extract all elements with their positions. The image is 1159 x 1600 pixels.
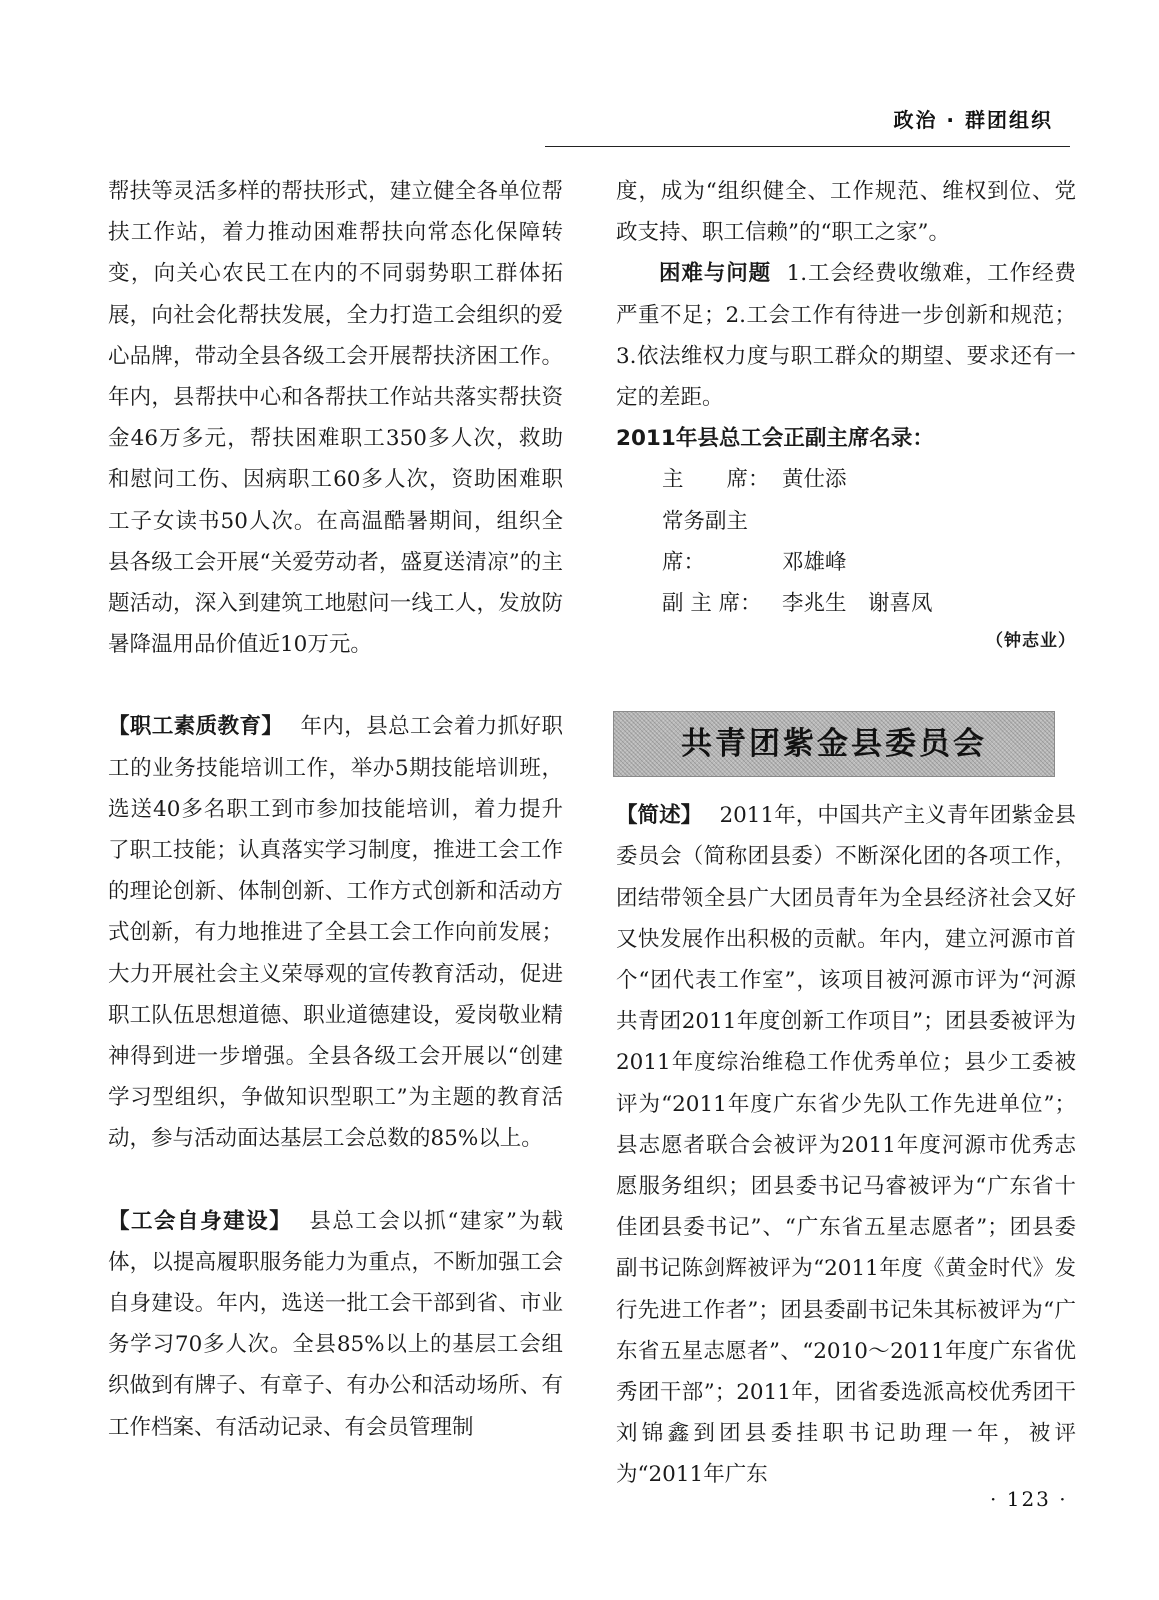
league-summary-text: 2011年，中国共产主义青年团紫金县委员会（简称团县委）不断深化团的各项工作，团结带领全县广大团员青年为全县经济社会又好又快发展作出积极的贡献。年内，建立河源市首个“团代表工作室”，该项目被河源市评为“河源共青团2011年度创新工作项目”；团县委被评为2011年度综治维稳工作优秀单位；县少工委被评为“2011年度广东省少先队工作先进单位”；县志愿者联合会被评为2011年度河源市优秀志愿服务组织；团县委书记马睿被评为“广东省十佳团县委书记”、“广东省五星志愿者”；团县委副书记陈剑辉被评为“2011年度《黄金时代》发行先进工作者”；团县委副书记朱其标被评为“广东省五星志愿者”、“2010～2011年度广东省优秀团干部”；2011年，团省委选派高校优秀团干刘锦鑫到团县委挂职书记助理一年，被评为“2011年广东 — [616, 803, 1076, 1488]
problems-text: 1.工会经费收缴难，工作经费严重不足；2.工会工作有待进一步创新和规范；3.依法维权力度与职工群众的期望、要求还有一定的差距。 — [616, 261, 1077, 411]
paragraph-union-self-building — [108, 1201, 563, 1448]
left-column — [108, 171, 563, 1448]
paragraph-problems — [616, 253, 1076, 418]
section-heading-summary: 【简述】 — [616, 803, 703, 829]
section-heading-worker-education: 【职工素质教育】 — [108, 714, 284, 740]
right-column — [616, 171, 1076, 1496]
officer-names: 李兆生 谢喜凤 — [782, 591, 933, 617]
officer-role: 主 席： — [662, 467, 770, 493]
officer-row — [616, 583, 1076, 624]
officer-row — [616, 459, 1076, 500]
problems-heading: 困难与问题 — [659, 261, 772, 287]
running-head: 政治 · 群团组织 — [893, 108, 1053, 132]
union-self-building-text: 县总工会以抓“建家”为载体，以提高履职服务能力为重点，不断加强工会自身建设。年内，选送一批工会干部到省、市业务学习70多人次。全县85%以上的基层工会组织做到有牌子、有章子、有办公和活动场所、有工作档案、有活动记录、有会员管理制 — [108, 1208, 563, 1440]
section-banner-title: 共青团紫金县委员会 — [681, 725, 987, 762]
officer-role: 常务副主席： — [662, 508, 749, 575]
page-number: · 123 · — [990, 1487, 1068, 1511]
paragraph-assistance: 帮扶等灵活多样的帮扶形式，建立健全各单位帮扶工作站，着力推动困难帮扶向常态化保障转变，向关心农民工在内的不同弱势职工群体拓展，向社会化帮扶发展，全力打造工会组织的爱心品牌，带动全县各级工会开展帮扶济困工作。年内，县帮扶中心和各帮扶工作站共落实帮扶资金46万多元，帮扶困难职工350多人次，救助和慰问工伤、因病职工60多人次，资助困难职工子女读书50人次。在高温酷暑期间，组织全县各级工会开展“关爱劳动者，盛夏送清凉”的主题活动，深入到建筑工地慰问一线工人，发放防暑降温用品价值近10万元。 — [108, 179, 563, 658]
officer-names: 黄仕添 — [782, 467, 847, 493]
paragraph-league-summary — [616, 795, 1076, 1495]
paragraph-worker-education — [108, 706, 563, 1159]
section-banner — [613, 711, 1055, 777]
section-heading-union-self-building: 【工会自身建设】 — [108, 1208, 293, 1234]
header-rule — [545, 146, 1070, 147]
author-signature: （钟志业） — [986, 631, 1076, 652]
officer-names: 邓雄峰 — [782, 549, 847, 575]
officer-list-title: 2011年县总工会正副主席名录： — [616, 426, 934, 452]
worker-education-text: 年内，县总工会着力抓好职工的业务技能培训工作，举办5期技能培训班，选送40多名职工到市参加技能培训，着力提升了职工技能；认真落实学习制度，推进工会工作的理论创新、体制创新、工作方式创新和活动方式创新，有力地推进了全县工会工作向前发展；大力开展社会主义荣辱观的宣传教育活动，促进职工队伍思想道德、职业道德建设，爱岗敬业精神得到进一步增强。全县各级工会开展以“创建学习型组织，争做知识型职工”为主题的教育活动，参与活动面达基层工会总数的85%以上。 — [108, 714, 563, 1152]
paragraph-workers-home: 度，成为“组织健全、工作规范、维权到位、党政支持、职工信赖”的“职工之家”。 — [616, 179, 1076, 246]
officer-row — [616, 501, 1076, 583]
officer-role: 副 主 席： — [662, 591, 762, 617]
